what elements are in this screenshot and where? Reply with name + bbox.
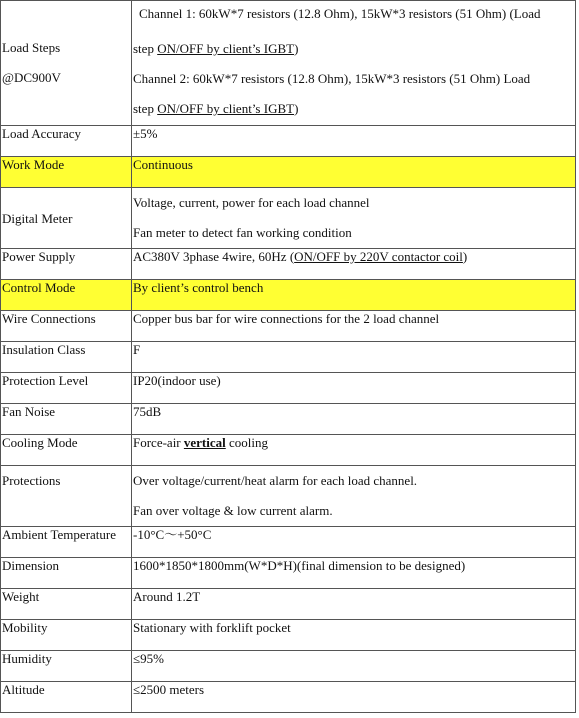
load-channel2-line1: Channel 2: 60kW*7 resistors (12.8 Ohm), 15kW*3 resistors (51 Ohm) Load [133,71,531,86]
label-insulation-class: Insulation Class [1,342,132,373]
value-work-mode: Continuous [132,157,576,188]
label-humidity: Humidity [1,651,132,682]
value-humidity: ≤95% [132,651,576,682]
label-digital-meter: Digital Meter [1,188,132,249]
value-digital-meter [132,188,576,249]
table-row-control-mode [1,280,576,311]
protections-line1: Over voltage/current/heat alarm for each load channel. [133,473,418,488]
label-load-steps-line2: @DC900V [2,70,61,85]
power-supply-close-paren: ) [462,249,468,264]
digital-meter-line2: Fan meter to detect fan working condition [133,225,352,240]
table-row-mobility [1,620,576,651]
value-altitude: ≤2500 meters [132,682,576,713]
value-mobility: Stationary with forklift pocket [132,620,576,651]
label-control-mode: Control Mode [1,280,132,311]
label-power-supply: Power Supply [1,249,132,280]
table-row-ambient-temperature [1,527,576,558]
cooling-mode-vertical-text: vertical [183,435,226,450]
value-load-accuracy: ±5% [132,126,576,157]
label-weight: Weight [1,589,132,620]
label-mobility: Mobility [1,620,132,651]
value-ambient-temperature: -10°C～+50°C [132,527,576,558]
label-wire-connections: Wire Connections [1,311,132,342]
table-row-protections [1,466,576,527]
value-cooling-mode [132,435,576,466]
table-row-humidity [1,651,576,682]
label-ambient-temperature: Ambient Temperature [1,527,132,558]
value-protection-level: IP20(indoor use) [132,373,576,404]
cooling-mode-text-c: cooling [225,435,269,450]
table-row-digital-meter [1,188,576,249]
value-weight: Around 1.2T [132,589,576,620]
table-row-load-steps [1,1,576,126]
table-row-fan-noise [1,404,576,435]
label-altitude: Altitude [1,682,132,713]
label-work-mode: Work Mode [1,157,132,188]
value-wire-connections: Copper bus bar for wire connections for the 2 load channel [132,311,576,342]
value-protections [132,466,576,527]
load-channel1-line2 [133,34,574,64]
table-row-load-accuracy [1,126,576,157]
table-row-power-supply [1,249,576,280]
table-row-dimension [1,558,576,589]
label-protections: Protections [1,466,132,527]
load-channel1-close-paren: ) [294,41,299,56]
label-load-accuracy: Load Accuracy [1,126,132,157]
table-row-wire-connections [1,311,576,342]
table-row-altitude [1,682,576,713]
load-channel2-close-paren: ) [294,101,299,116]
power-supply-contactor-text: ON/OFF by 220V contactor coil [294,249,463,264]
table-row-work-mode [1,157,576,188]
value-control-mode: By client’s control bench [132,280,576,311]
table-row-insulation-class [1,342,576,373]
label-dimension: Dimension [1,558,132,589]
label-load-steps [1,1,132,126]
table-row-cooling-mode [1,435,576,466]
load-channel1-step-text: step [133,41,158,56]
value-insulation-class: F [132,342,576,373]
value-load-steps [132,1,576,126]
power-supply-text-a: AC380V 3phase 4wire, 60Hz ( [133,249,295,264]
load-channel1-igbt-text: ON/OFF by client’s IGBT [157,41,295,56]
digital-meter-line1: Voltage, current, power for each load channel [133,195,370,210]
label-protection-level: Protection Level [1,373,132,404]
value-dimension: 1600*1850*1800mm(W*D*H)(final dimension to be designed) [132,558,576,589]
load-channel1-line1: Channel 1: 60kW*7 resistors (12.8 Ohm), 15kW*3 resistors (51 Ohm) (Load [139,6,541,21]
value-fan-noise: 75dB [132,404,576,435]
label-load-steps-line1: Load Steps [2,40,61,55]
label-fan-noise: Fan Noise [1,404,132,435]
table-row-protection-level [1,373,576,404]
load-channel2-igbt-text: ON/OFF by client’s IGBT [157,101,295,116]
cooling-mode-text-a: Force-air [133,435,184,450]
load-channel2-line2 [133,94,574,124]
table-row-weight [1,589,576,620]
label-cooling-mode: Cooling Mode [1,435,132,466]
value-power-supply [132,249,576,280]
protections-line2: Fan over voltage & low current alarm. [133,503,333,518]
load-channel2-step-text: step [133,101,158,116]
